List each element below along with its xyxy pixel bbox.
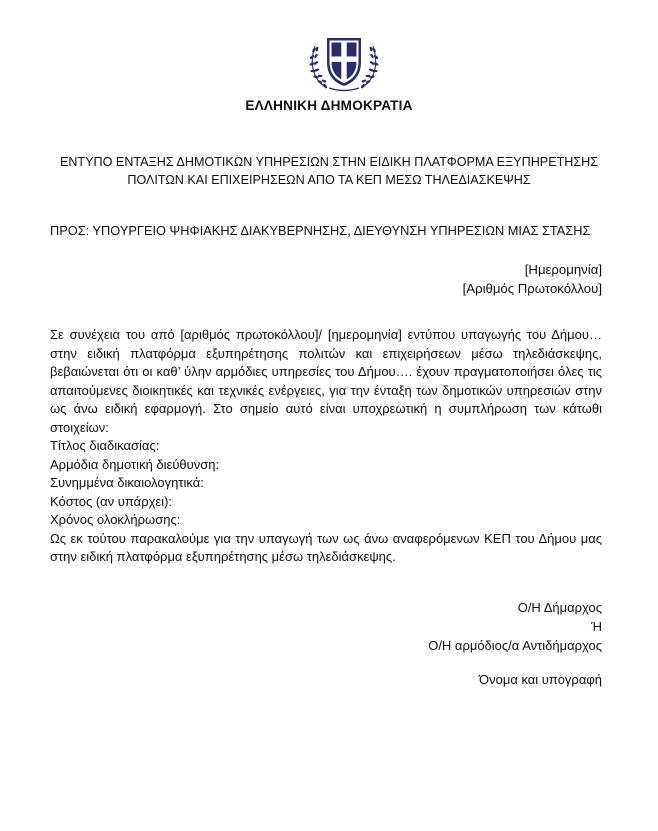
date-placeholder: [Ημερομηνία]	[524, 262, 602, 277]
field-procedure-title: Τίτλος διαδικασίας:	[50, 438, 160, 453]
field-responsible-directorate: Αρμόδια δημοτική διεύθυνση:	[50, 456, 220, 472]
field-cost: Κόστος (αν υπάρχει):	[50, 493, 173, 509]
request-paragraph: Ως εκ τούτου παρακαλούμε για την υπαγωγή των ως άνω αναφερόμενων ΚΕΠ του Δήμου μας στην ειδική πλατφόρμα εξυπηρέτησης μέσω τηλεδιάσκεψης.	[50, 530, 602, 564]
greek-coat-of-arms-icon	[305, 30, 383, 94]
field-attached-documents: Συνημμένα δικαιολογητικά:	[50, 475, 204, 490]
signatory-deputy-mayor: Ο/Η αρμόδιος/α Αντιδήμαρχος	[428, 637, 602, 653]
letter-body	[50, 326, 602, 567]
republic-title: ΕΛΛΗΝΙΚΗ ΔΗΜΟΚΡΑΤΙΑ	[245, 98, 413, 113]
form-title-line: ΕΝΤΥΠΟ ΕΝΤΑΞΗΣ ΔΗΜΟΤΙΚΩΝ ΥΠΗΡΕΣΙΩΝ ΣΤΗΝ ΕΙΔΙΚΗ ΠΛΑΤΦΟΡΜΑ ΕΞΥΠΗΡΕΤΗΣΗΣ	[59, 155, 599, 169]
field-completion-time: Χρόνος ολοκλήρωσης:	[50, 512, 181, 527]
signatory-or: Ή	[591, 618, 602, 634]
intro-paragraph: Σε συνέχεια του από [αριθμός πρωτοκόλλου]/ [ημερομηνία] εντύπου υπαγωγής του Δήμου… στην ειδική πλατφόρμα εξυπηρέτησης πολιτών και επιχειρήσεων μέσω τηλεδιάσκεψης, βεβαιώνεται ότι οι καθ’ ύλην αρμόδιες υπηρεσίες του Δήμου…. έχουν πραγματοποιήσει όλες τις απαιτούμενες διοικητικές και τεχνικές ενέργειες, για την ένταξη των δημοτικών υπηρεσιών στην ως άνω ειδική εφαρμογή. Στο σημείο αυτό είναι υποχρεωτική η συμπλήρωση των κάτωθι στοιχείων:	[50, 327, 602, 435]
form-title-line: ΠΟΛΙΤΩΝ ΚΑΙ ΕΠΙΧΕΙΡΗΣΕΩΝ ΑΠΟ ΤΑ ΚΕΠ ΜΕΣΩ ΤΗΛΕΔΙΑΣΚΕΨΗΣ	[127, 173, 531, 187]
protocol-number-placeholder: [Αριθμός Πρωτοκόλλου]	[462, 281, 602, 296]
recipient-line: ΠΡΟΣ: ΥΠΟΥΡΓΕΙΟ ΨΗΦΙΑΚΗΣ ΔΙΑΚΥΒΕΡΝΗΣΗΣ, ΔΙΕΥΘΥΝΣΗ ΥΠΗΡΕΣΙΩΝ ΜΙΑΣ ΣΤΑΣΗΣ	[50, 223, 591, 238]
signatory-mayor: Ο/Η Δήμαρχος	[517, 600, 602, 615]
name-and-signature: Όνομα και υπογραφή	[479, 672, 602, 687]
signature-block	[428, 599, 602, 655]
form-title	[40, 153, 618, 189]
